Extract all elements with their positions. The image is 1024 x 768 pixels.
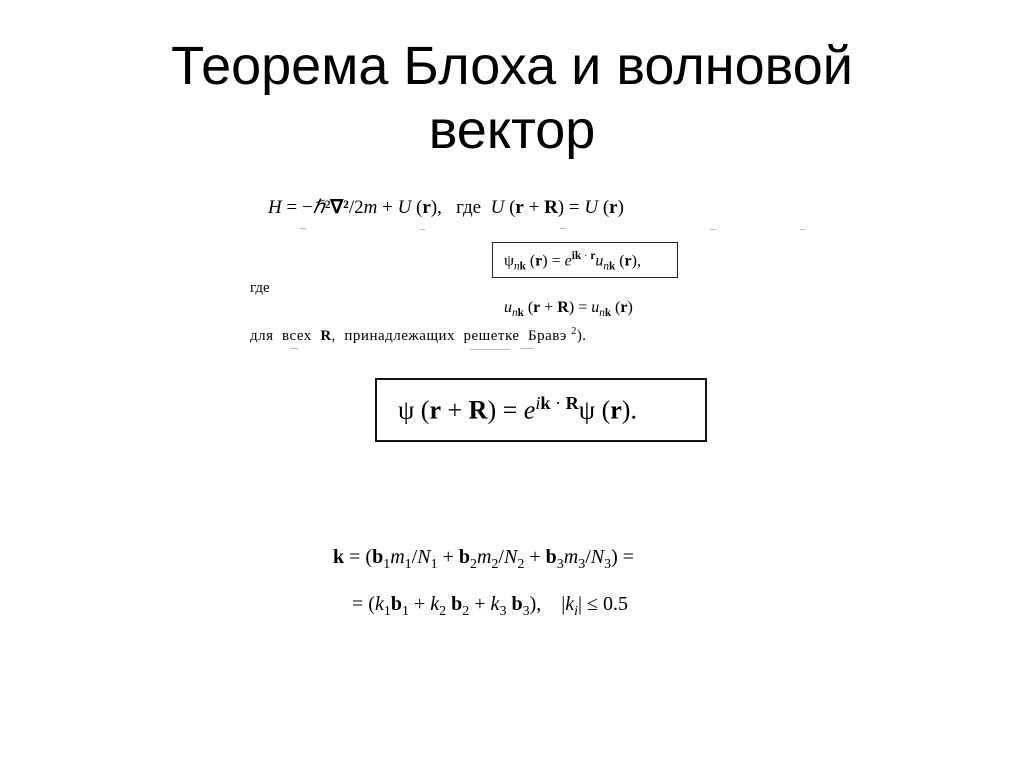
wavevector-equation-line-1: $k = (b_1m_1/N_1 + b_2m_2/N_2 + b_3m_3/N_3)$ = — [333, 546, 635, 572]
bloch-theorem-equation: ψ $(r + R) = e^{ik \cdot R}\psi$ (r). — [398, 393, 637, 425]
wavevector-equation-line-2: = ($k_1b_1 + k_2$ $b_2 + k_3$ $b_3$), $|k_i| \le 0.5$ — [352, 593, 628, 619]
where-label: где — [250, 280, 270, 296]
title-line-1: Теорема Блоха и волновой — [171, 36, 853, 96]
slide-title — [112, 34, 912, 162]
periodic-part-equation: $u_{nk}$ $(r + R) = u_{nk}$ (r) — [504, 299, 633, 320]
for-all-text: для всех R, принадлежащих решетке Бравэ $^2$). — [250, 326, 587, 344]
title-line-2: вектор — [428, 100, 596, 160]
hamiltonian-equation: H = −ℏ²∇²/2m + U (r), где U (r + R) = U (r) — [268, 197, 624, 218]
bloch-function-equation: $\psi_{nk}$ $(r) = e^{ik \cdot r}u_{nk}$ (r), — [504, 250, 641, 273]
